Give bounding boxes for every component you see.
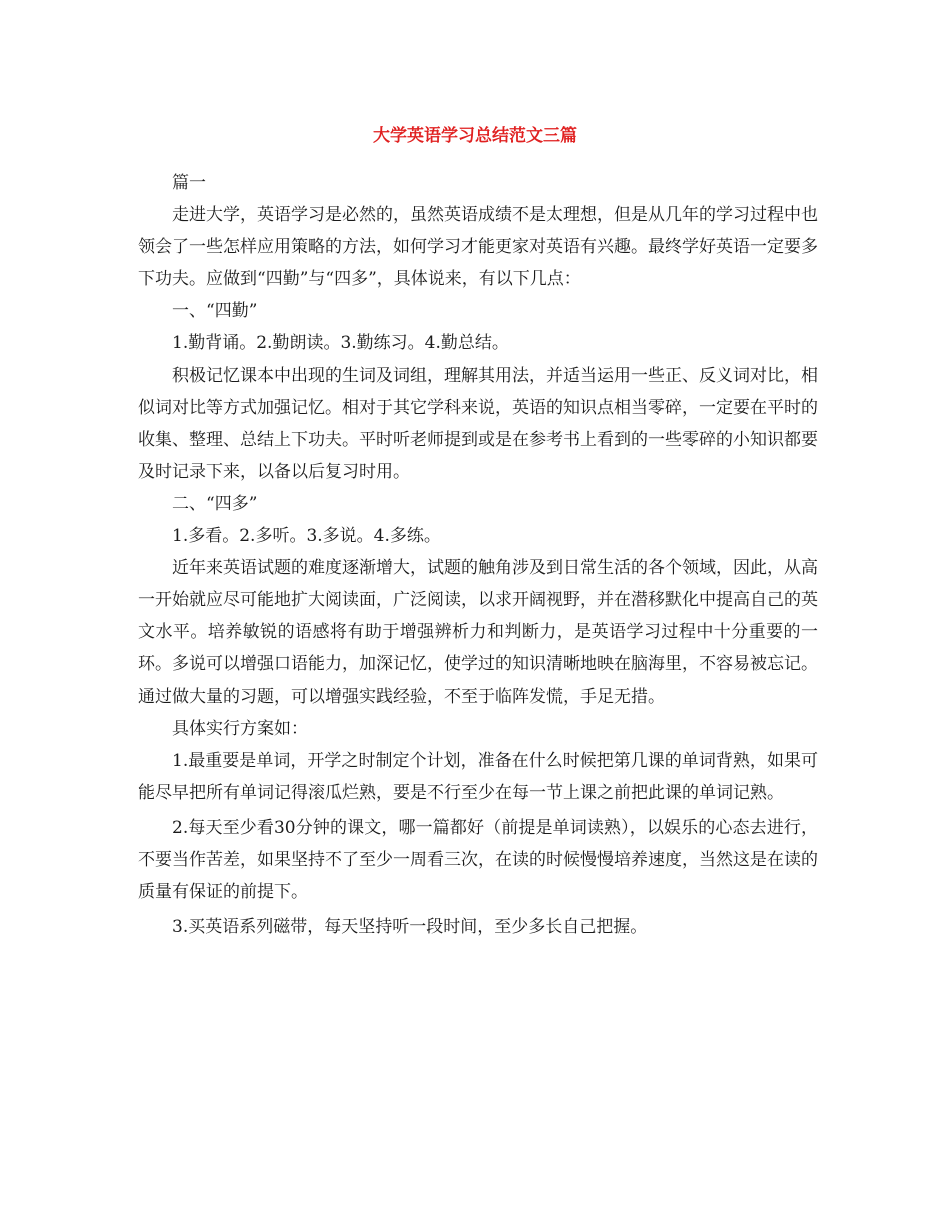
- intro-paragraph: 走进大学，英语学习是必然的，虽然英语成绩不是太理想，但是从几年的学习过程中也领会了一些怎样应用策略的方法，如何学习才能更家对英语有兴趣。最终学好英语一定要多下功夫。应做到“四勤”与“四多”，具体说来，有以下几点：: [138, 205, 818, 290]
- section-heading-piece-one: 篇一: [172, 173, 206, 193]
- heading-four-mores: 二、“四多”: [172, 493, 258, 514]
- plan-heading: 具体实行方案如：: [172, 718, 308, 739]
- four-mores-list: 1.多看。2.多听。3.多说。4.多练。: [172, 526, 441, 547]
- reading-paragraph: 近年来英语试题的难度逐渐增大，试题的触角涉及到日常生活的各个领域，因此，从高一开始就应尽可能地扩大阅读面，广泛阅读，以求开阔视野，并在潜移默化中提高自己的英文水平。培养敏锐的语感将有助于增强辨析力和判断力，是英语学习过程中十分重要的一环。多说可以增强口语能力，加深记忆，使学过的知识清晰地映在脑海里，不容易被忘记。通过做大量的习题，可以增强实践经验，不至于临阵发慌，手足无措。: [138, 558, 818, 707]
- plan-item-3: 3.买英语系列磁带，每天坚持听一段时间，至少多长自己把握。: [172, 917, 648, 938]
- four-diligences-list: 1.勤背诵。2.勤朗读。3.勤练习。4.勤总结。: [172, 333, 509, 354]
- heading-four-diligences: 一、“四勤”: [172, 301, 258, 322]
- plan-item-2: 2.每天至少看30分钟的课文，哪一篇都好（前提是单词读熟），以娱乐的心态去进行，不要当作苦差，如果坚持不了至少一周看三次，在读的时候慢慢培养速度，当然这是在读的质量有保证的前提下。: [138, 817, 818, 903]
- document-title: 大学英语学习总结范文三篇: [373, 126, 577, 146]
- memory-paragraph: 积极记忆课本中出现的生词及词组，理解其用法，并适当运用一些正、反义词对比，相似词对比等方式加强记忆。相对于其它学科来说，英语的知识点相当零碎，一定要在平时的收集、整理、总结上下功夫。平时听老师提到或是在参考书上看到的一些零碎的小知识都要及时记录下来，以备以后复习时用。: [138, 365, 818, 482]
- document-body: [138, 167, 818, 943]
- plan-item-1: 1.最重要是单词，开学之时制定个计划，准备在什么时候把第几课的单词背熟，如果可能尽早把所有单词记得滚瓜烂熟，要是不行至少在每一节上课之前把此课的单词记熟。: [138, 750, 818, 803]
